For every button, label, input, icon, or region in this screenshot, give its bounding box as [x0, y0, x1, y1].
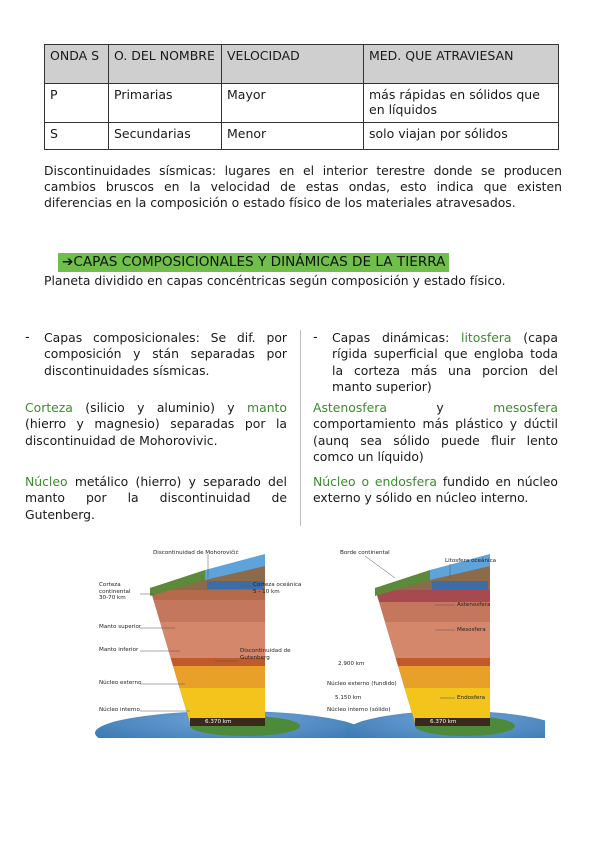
astenosfera-rest: comportamiento más plástico y dúctil (aunq sea sólido puede fluir lento comco un líquido)	[313, 416, 558, 464]
term-endosfera: Núcleo o endosfera	[313, 474, 437, 489]
label-2900: 2.900 km	[338, 661, 365, 667]
label-manto-inferior: Manto inferior	[99, 647, 139, 653]
label-corteza-oceanica: Corteza oceánica 5 - 10 km	[253, 582, 302, 595]
earth-layers-diagram	[95, 548, 545, 738]
label-corteza-continental: Corteza continental 30-70 km	[99, 582, 131, 601]
dynamic-intro-rest: (capa rígida superficial que engloba toda la corteza más una porcion del manto superior)	[332, 330, 558, 394]
seismic-waves-table	[44, 44, 559, 150]
label-astenosfera: Astenosfera	[457, 602, 491, 608]
table-cell: Mayor	[222, 84, 364, 123]
dynamic-intro-pre: Capas dinámicas:	[332, 330, 462, 345]
table-cell: más rápidas en sólidos que en líquidos	[364, 84, 559, 123]
corteza-paragraph	[25, 400, 287, 449]
table-cell: S	[45, 123, 109, 150]
ocean-crust-image	[432, 581, 488, 590]
label-gutenberg: Discontinuidad de Gutenberg	[240, 648, 291, 661]
corteza-mid: (silicio y aluminio) y	[72, 400, 248, 415]
astenosfera-block	[313, 400, 558, 465]
y-word: y	[386, 400, 494, 415]
label-moho: Discontinuidad de Mohorovičić	[153, 550, 239, 556]
label-manto-superior: Manto superior	[99, 624, 142, 630]
table-cell: Primarias	[109, 84, 222, 123]
label-litosfera: Litosfera oceánica	[445, 558, 497, 564]
corteza-manto-block	[25, 400, 287, 449]
column-divider	[300, 330, 301, 526]
table-row	[45, 123, 559, 150]
label-depth-right: 6.370 km	[430, 719, 457, 725]
compositional-intro: Capas composicionales: Se dif. por composición y stán separadas por discontinuidades sísmicas.	[44, 330, 287, 378]
table-header-row	[45, 45, 559, 84]
term-astenosfera: Astenosfera	[313, 400, 387, 415]
nucleo-rest: metálico (hierro) y separado del manto por la discontinuidad de Gutenberg.	[25, 474, 287, 522]
compositional-layers	[44, 330, 287, 379]
bullet-dash: -	[25, 330, 30, 345]
term-nucleo: Núcleo	[25, 474, 68, 489]
dynamic-layers	[332, 330, 558, 395]
label-depth-left: 6.370 km	[205, 719, 232, 725]
table-row	[45, 84, 559, 123]
endosfera-rest: fundido en núcleo externo y sólido en núcleo interno.	[313, 474, 559, 506]
table-header-cell: O. DEL NOMBRE	[109, 45, 222, 84]
label-borde-continental: Borde continental	[340, 550, 390, 556]
term-mesosfera: mesosfera	[493, 400, 558, 415]
astenosfera-paragraph	[313, 400, 558, 465]
label-nucleo-interno: Núcleo interno	[99, 707, 140, 713]
nucleo-block	[25, 474, 287, 523]
section-intro: Planeta dividido en capas concéntricas según composición y estado físico.	[44, 273, 506, 288]
term-manto: manto	[247, 400, 287, 415]
earth-layers-illustration	[95, 548, 545, 738]
table-cell: solo viajan por sólidos	[364, 123, 559, 150]
endosfera-block	[313, 474, 558, 507]
label-nucleo-externo-fundido: Núcleo externo (fundido)	[327, 681, 397, 687]
nucleo-paragraph	[25, 474, 287, 523]
table-cell: Secundarias	[109, 123, 222, 150]
table-header-cell: ONDA S	[45, 45, 109, 84]
section-heading: ➔CAPAS COMPOSICIONALES Y DINÁMICAS DE LA TIERRA	[58, 253, 449, 272]
label-mesosfera: Mesosfera	[457, 627, 486, 633]
table-cell: P	[45, 84, 109, 123]
table-cell: Menor	[222, 123, 364, 150]
dynamic-intro	[332, 330, 558, 395]
term-corteza: Corteza	[25, 400, 73, 415]
table-header-cell: VELOCIDAD	[222, 45, 364, 84]
label-5150: 5.150 km	[335, 695, 362, 701]
label-nucleo-interno-solido: Núcleo interno (sólido)	[327, 707, 391, 713]
label-nucleo-externo: Núcleo externo	[99, 680, 142, 686]
label-endosfera: Endosfera	[457, 695, 486, 701]
term-litosfera: litosfera	[461, 330, 512, 345]
bullet-dash: -	[313, 330, 318, 345]
discontinuities-paragraph: Discontinuidades sísmicas: lugares en el interior terestre donde se producen cambios bruscos en la velocidad de estas ondas, esto indica que existen diferencias en la composición o estado físico de los materiales atravesados.	[44, 163, 562, 210]
endosfera-paragraph	[313, 474, 558, 507]
table-header-cell: MED. QUE ATRAVIESAN	[364, 45, 559, 84]
corteza-rest: (hierro y magnesio) separadas por la discontinuidad de Mohorovivic.	[25, 416, 287, 448]
